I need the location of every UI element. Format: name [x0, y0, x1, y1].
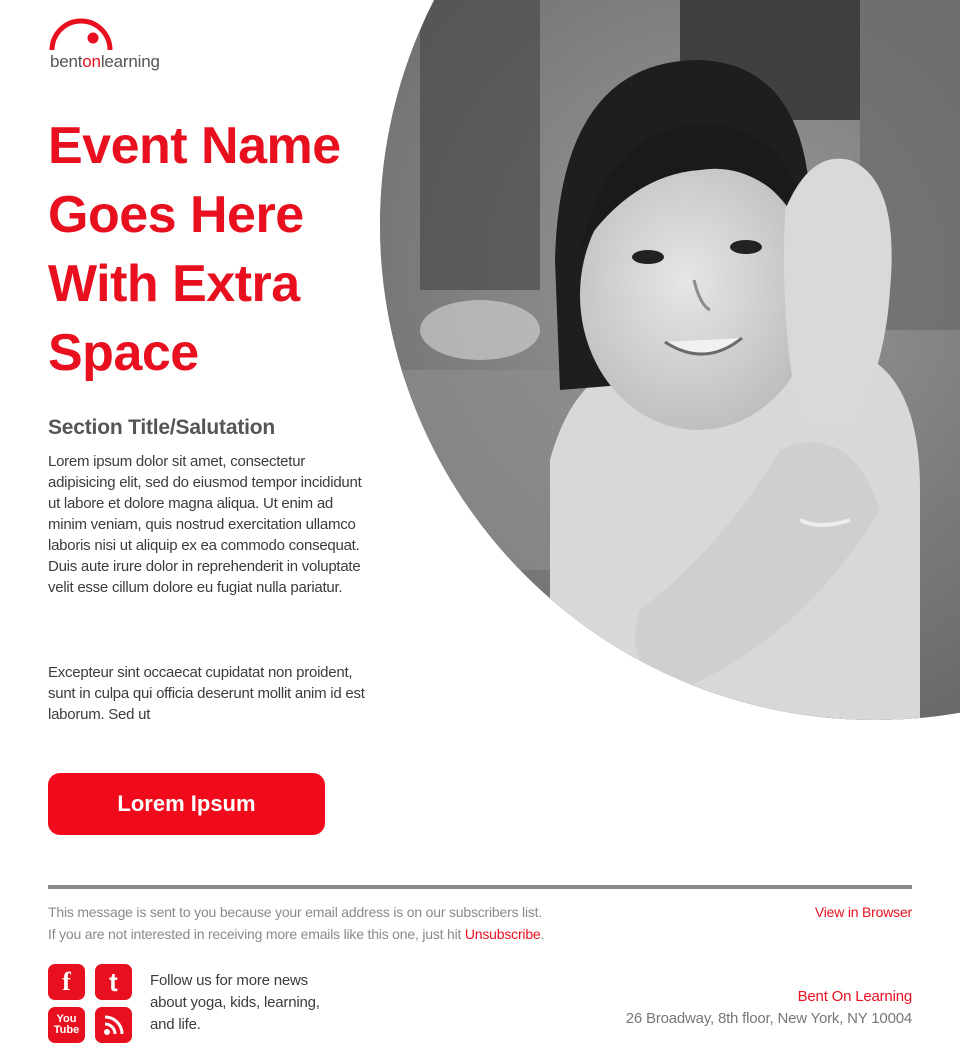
- girl-in-yoga-pose-photo: [380, 0, 960, 720]
- company-name-link[interactable]: Bent On Learning: [797, 988, 912, 1005]
- rss-glyph: [103, 1014, 125, 1036]
- company-address: 26 Broadway, 8th floor, New York, NY 10004: [625, 1010, 912, 1027]
- logo-wordmark: bentonlearning: [50, 52, 160, 71]
- social-links: [48, 964, 134, 1044]
- twitter-glyph: t: [109, 966, 118, 997]
- twitter-icon[interactable]: [95, 964, 132, 1000]
- footer-divider: [48, 885, 912, 889]
- body-paragraph-1: Lorem ipsum dolor sit amet, consectetur adipisicing elit, sed do eiusmod tempor incididunt ut labore et dolore magna aliqua. Ut enim ad minim veniam, quis nostrud exercitation ullamco laboris nisi ut aliquip ex ea commodo consequat. Duis aute irure dolor in reprehenderit in voluptate velit esse cillum dolore eu fugiat nulla pariatur.: [48, 453, 362, 596]
- cta-button[interactable]: Lorem Ipsum: [48, 773, 325, 835]
- unsubscribe-notice: [48, 926, 544, 942]
- youtube-icon[interactable]: [48, 1007, 85, 1043]
- brand-logo[interactable]: [48, 16, 188, 76]
- facebook-icon[interactable]: [48, 964, 85, 1000]
- section-title: Section Title/Salutation: [48, 416, 276, 439]
- unsubscribe-notice-text: If you are not interested in receiving more emails like this one, just hit: [48, 926, 465, 942]
- rss-icon[interactable]: [95, 1007, 132, 1043]
- view-in-browser-link[interactable]: View in Browser: [814, 904, 912, 920]
- event-title: Event Name Goes Here With Extra Space: [48, 117, 341, 382]
- unsubscribe-link[interactable]: Unsubscribe: [464, 926, 541, 942]
- youtube-glyph-top: You: [56, 1013, 77, 1025]
- subscription-notice: This message is sent to you because your email address is on our subscribers list.: [48, 904, 543, 920]
- hero-photo: [380, 0, 960, 720]
- body-paragraph-2: Excepteur sint occaecat cupidatat non proident, sunt in culpa qui officia deserunt mollit anim id est laborum. Sed ut: [48, 664, 365, 723]
- arc-dot-logo-icon: [48, 16, 118, 56]
- unsubscribe-notice-suffix: .: [540, 926, 545, 942]
- youtube-glyph-bottom: Tube: [53, 1024, 80, 1036]
- follow-us-text: Follow us for more news about yoga, kids, learning, and life.: [150, 972, 320, 1033]
- facebook-glyph: f: [62, 967, 71, 996]
